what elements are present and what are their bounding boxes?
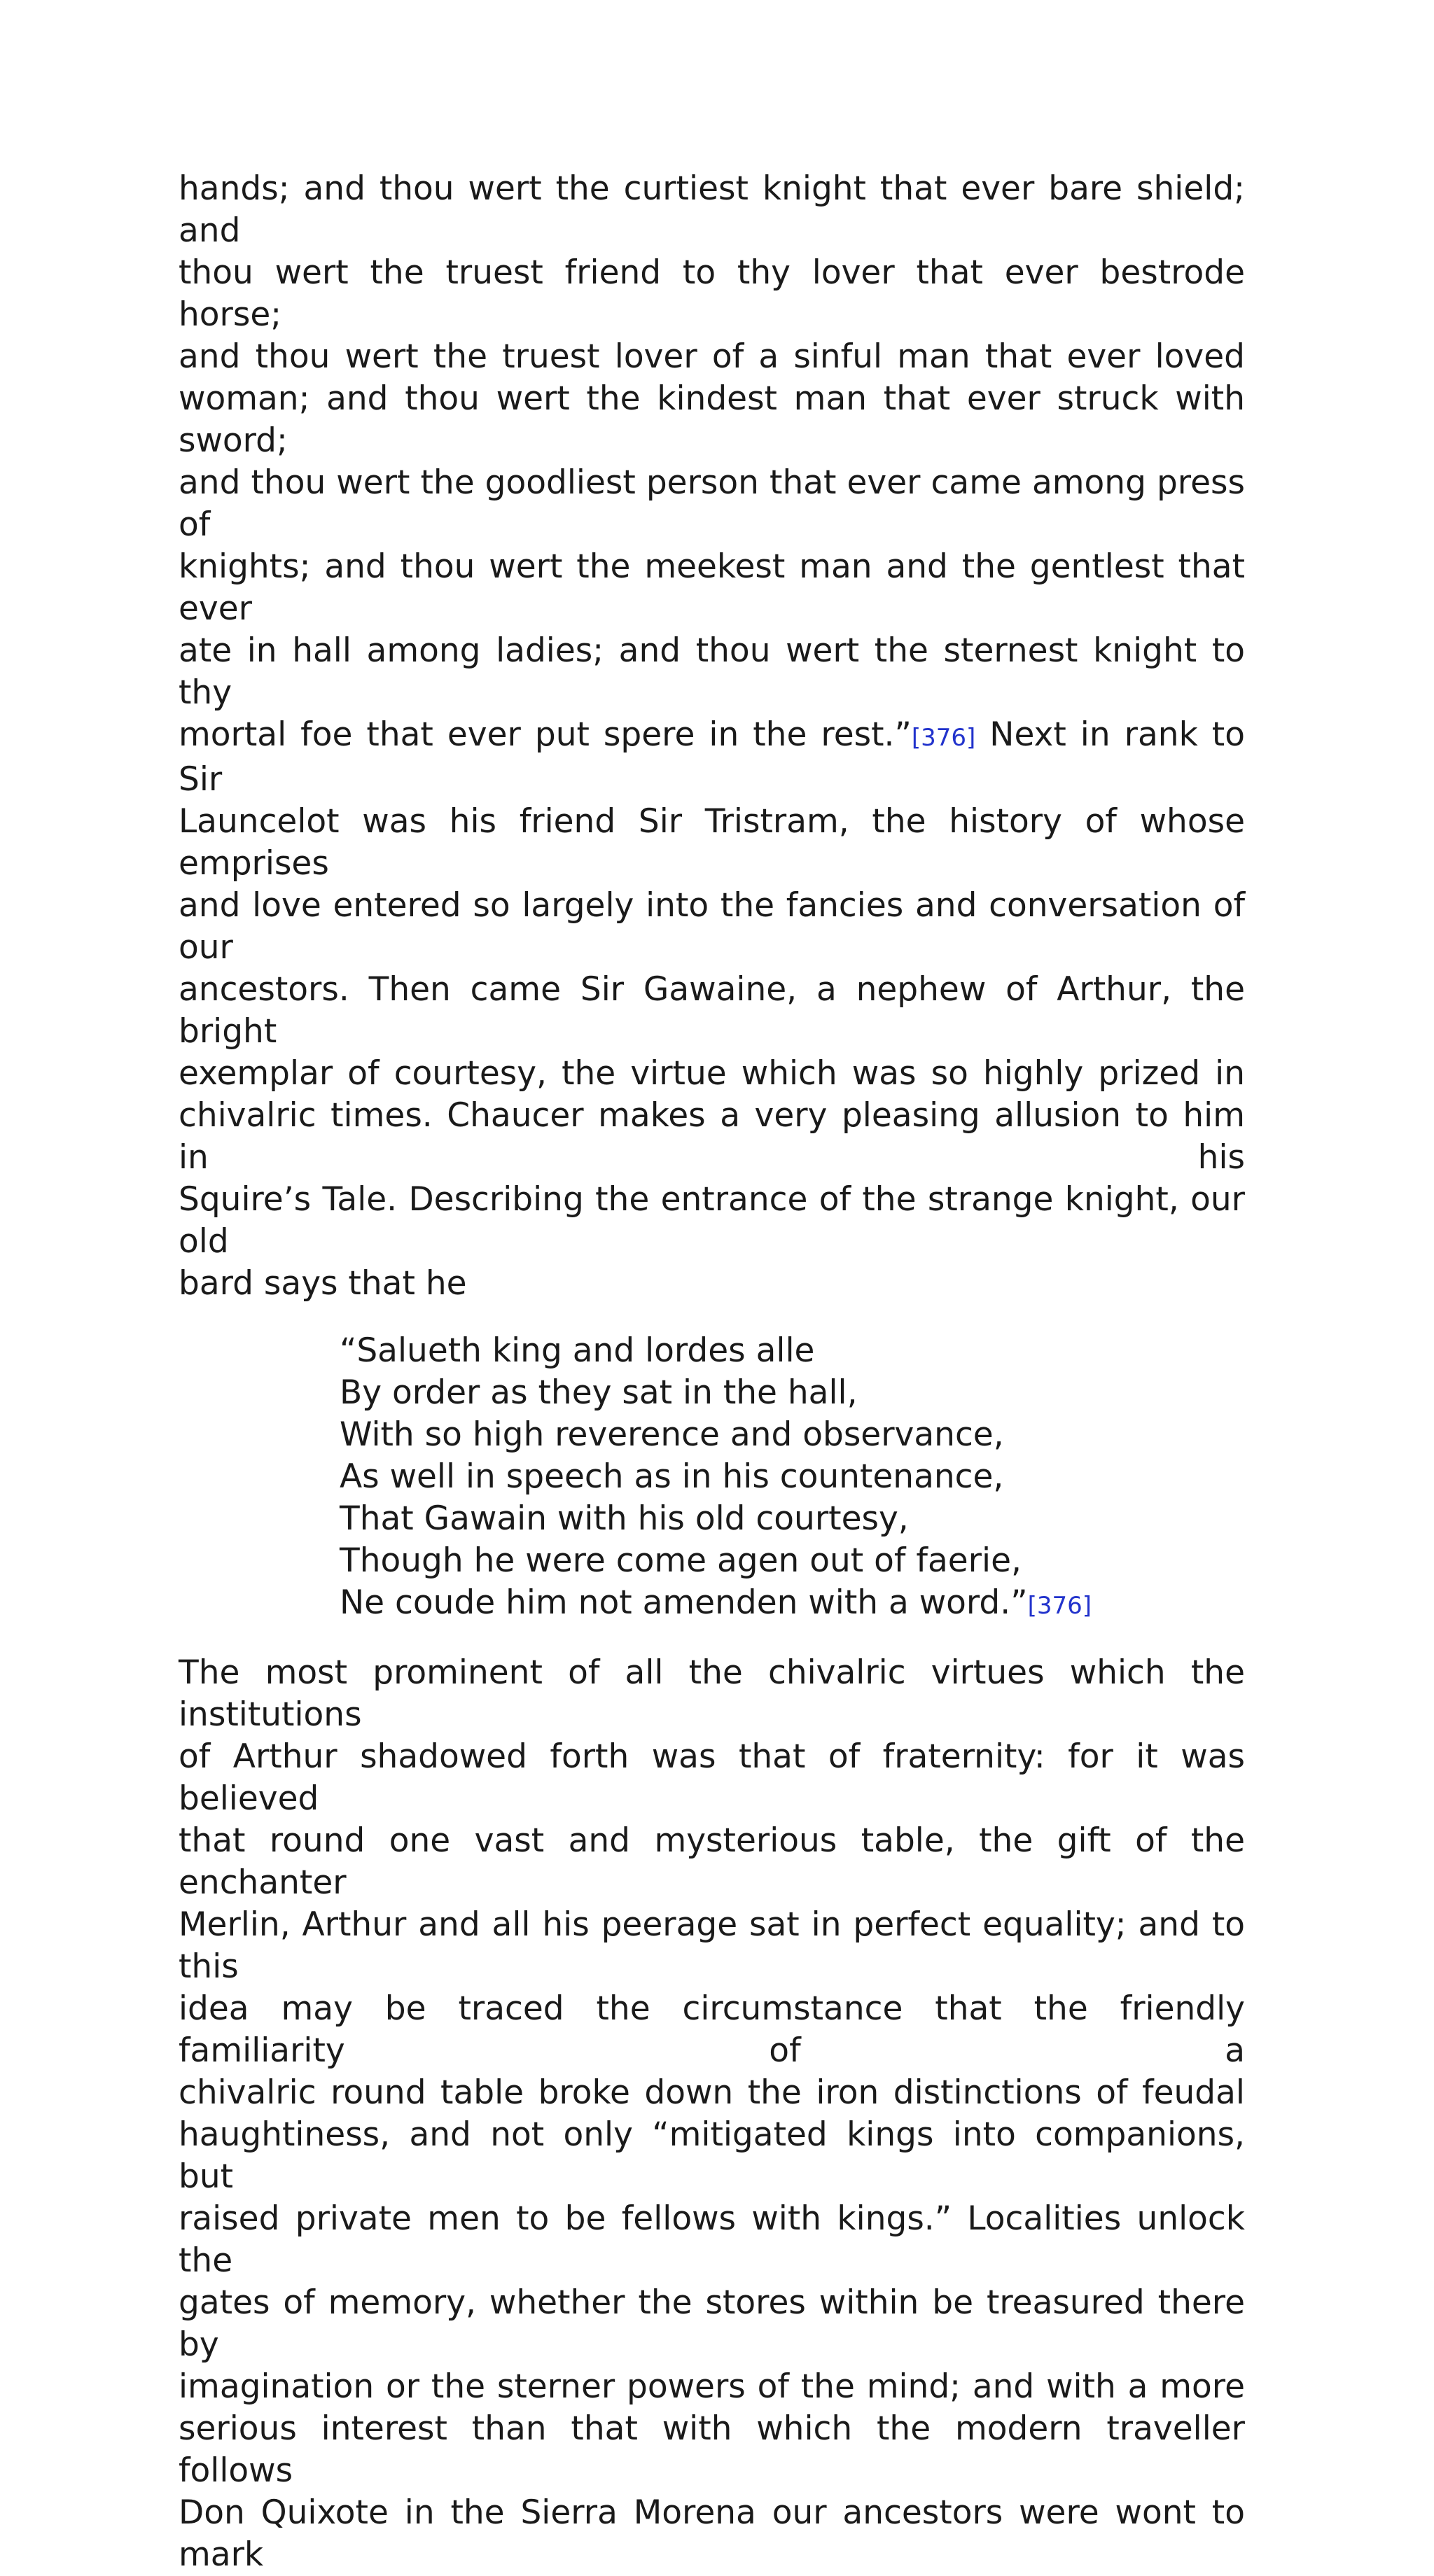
verse-line: “Salueth king and lordes alle (340, 1331, 815, 1370)
verse-line: That Gawain with his old courtesy, (340, 1499, 909, 1538)
paragraph-line: knights; and thou wert the meekest man and the gentlest that ever (179, 547, 1245, 628)
paragraph-line: Don Quixote in the Sierra Morena our ancestors were wont to mark (179, 2493, 1245, 2574)
footnote-link[interactable]: [376] (1027, 1592, 1092, 1620)
paragraph-1 (179, 168, 1245, 1305)
paragraph-line: The most prominent of all the chivalric virtues which the institutions (179, 1653, 1245, 1734)
verse-line: As well in speech as in his countenance, (340, 1457, 1004, 1496)
paragraph-line: chivalric times. Chaucer makes a very pleasing allusion to him in his (179, 1096, 1245, 1177)
footnote-link[interactable]: [376] (911, 724, 976, 752)
paragraph-line: Merlin, Arthur and all his peerage sat in perfect equality; and to this (179, 1905, 1245, 1986)
paragraph-text: Next in rank to Sir (179, 715, 1245, 799)
paragraph-line: and thou wert the truest lover of a sinful man that ever loved (179, 337, 1245, 376)
paragraph-line: and thou wert the goodliest person that ever came among press of (179, 463, 1245, 544)
paragraph-line: gates of memory, whether the stores within be treasured there by (179, 2283, 1245, 2364)
paragraph-line: serious interest than that with which the modern traveller follows (179, 2409, 1245, 2490)
paragraph-line: raised private men to be fellows with kings.” Localities unlock the (179, 2199, 1245, 2280)
paragraph-line-with-footnote (179, 714, 1245, 801)
paragraph-line: of Arthur shadowed forth was that of fraternity: for it was believed (179, 1737, 1245, 1818)
verse-text: Ne coude him not amenden with a word.” (340, 1583, 1028, 1622)
paragraph-line: haughtiness, and not only “mitigated kings into companions, but (179, 2115, 1245, 2196)
verse-quotation (179, 1330, 1245, 1627)
paragraph-line: imagination or the sterner powers of the mind; and with a more (179, 2367, 1245, 2406)
paragraph-text: mortal foe that ever put spere in the rest.” (179, 715, 912, 754)
paragraph-line: hands; and thou wert the curtiest knight that ever bare shield; and (179, 169, 1245, 250)
paragraph-line: idea may be traced the circumstance that the friendly familiarity of a (179, 1989, 1245, 2070)
verse-line: Though he were come agen out of faerie, (340, 1541, 1022, 1580)
paragraph-2 (179, 1652, 1245, 2576)
paragraph-line: woman; and thou wert the kindest man that ever struck with sword; (179, 379, 1245, 460)
paragraph-line: chivalric round table broke down the iron distinctions of feudal (179, 2073, 1245, 2112)
verse-line: By order as they sat in the hall, (340, 1373, 858, 1412)
paragraph-line: ate in hall among ladies; and thou wert the sternest knight to thy (179, 631, 1245, 712)
paragraph-line: exemplar of courtesy, the virtue which was so highly prized in (179, 1054, 1245, 1093)
paragraph-line: Launcelot was his friend Sir Tristram, the history of whose emprises (179, 802, 1245, 883)
paragraph-line: ancestors. Then came Sir Gawaine, a nephew of Arthur, the bright (179, 970, 1245, 1051)
paragraph-line: thou wert the truest friend to thy lover that ever bestrode horse; (179, 253, 1245, 334)
verse-line-with-footnote (340, 1582, 1245, 1627)
paragraph-line: and love entered so largely into the fancies and conversation of our (179, 886, 1245, 967)
verse-line: With so high reverence and observance, (340, 1415, 1004, 1454)
paragraph-line: Squire’s Tale. Describing the entrance of the strange knight, our old (179, 1180, 1245, 1261)
paragraph-line: that round one vast and mysterious table, the gift of the enchanter (179, 1821, 1245, 1902)
page-body (179, 168, 1245, 2576)
paragraph-line: bard says that he (179, 1264, 467, 1303)
